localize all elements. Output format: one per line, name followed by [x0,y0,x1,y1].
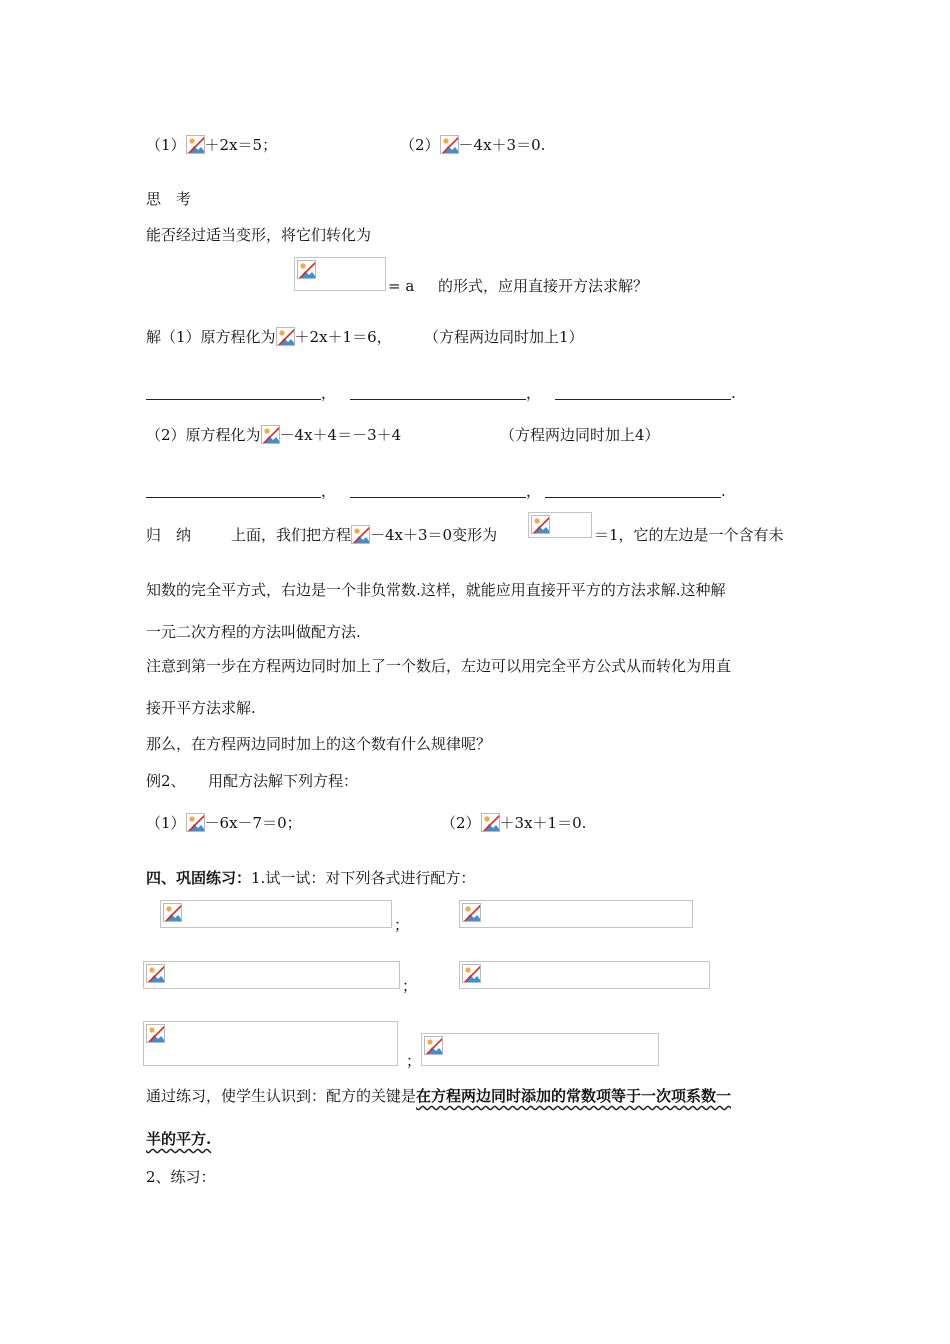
answer-blank[interactable] [350,483,526,498]
answer-blanks-1: ， ， . [146,382,736,404]
practice-conclusion-end [146,1128,211,1150]
separator: ； [406,1052,422,1070]
answer-blanks-2: ， ， . [146,480,726,502]
practice-conclusion: 通过练习，使学生认识到：配方的关键是在方程两边同时添加的常数项等于一次项系数一 [146,1087,732,1105]
note-line-1: 注意到第一步在方程两边同时加上了一个数后，左边可以用完全平方公式从而转化为用直 [146,657,732,675]
broken-image-icon [424,1036,443,1055]
form-equals-a: = a [388,277,415,295]
equation-1: （1） ＋2x＝5； [146,136,278,154]
solution-note-1: （方程两边同时加上1） [424,328,584,346]
summary-label: 归 纳 [146,526,192,544]
broken-image-icon [186,135,205,154]
solution-line-1: 解（1）原方程化为 ＋2x＋1＝6， [146,328,392,346]
example-2-equation-1: （1） －6x－7＝0； [146,814,302,832]
broken-image-icon [297,260,316,279]
answer-blank[interactable] [350,385,526,400]
practice-image-box [143,961,400,989]
equation-2: （2） －4x＋3＝0. [400,136,546,154]
broken-image-icon [462,964,481,983]
practice-image-box [459,900,693,928]
formula-image-box [528,512,592,538]
answer-blank[interactable] [555,385,731,400]
note-line-2: 接开平方法求解. [146,699,256,717]
summary-text: 上面，我们把方程 －4x＋3＝0变形为 [231,526,498,544]
summary-question: 那么，在方程两边同时加上的这个数有什么规律呢？ [146,735,492,753]
separator: ； [402,977,418,995]
broken-image-icon [146,964,165,983]
example-2-equation-2: （2） ＋3x＋1＝0. [441,814,587,832]
key-point: 半的平方. [146,1130,212,1148]
broken-image-icon [163,903,182,922]
broken-image-icon [186,813,205,832]
formula-image-box [294,257,386,291]
broken-image-icon [531,515,550,534]
broken-image-icon [146,1024,165,1043]
summary-text-end: ＝1，它的左边是一个含有未 [594,526,784,544]
broken-image-icon [440,135,459,154]
broken-image-icon [276,327,295,346]
practice-image-box [421,1033,659,1066]
practice-image-box [143,1021,398,1066]
summary-line-2: 知数的完全平方式，右边是一个非负常数.这样，就能应用直接开平方的方法求解.这种解 [146,581,726,599]
answer-blank[interactable] [146,385,321,400]
broken-image-icon [462,903,481,922]
solution-note-2: （方程两边同时加上4） [500,426,660,444]
key-point: 在方程两边同时添加的常数项等于一次项系数一 [416,1087,732,1105]
summary-line-3: 一元二次方程的方法叫做配方法. [146,623,361,641]
answer-blank[interactable] [545,483,721,498]
solution-line-2: （2）原方程化为 －4x＋4＝－3＋4 [146,426,402,444]
think-question-end: 的形式，应用直接开方法求解？ [438,277,649,295]
practice-heading: 四、巩固练习：1.试一试：对下列各式进行配方： [146,869,476,887]
broken-image-icon [261,425,280,444]
exercise-2-heading: 2、练习： [146,1168,216,1186]
practice-image-box [459,961,710,989]
broken-image-icon [351,525,370,544]
example-2-title: 例2、 用配方法解下列方程： [146,772,359,790]
separator: ； [394,916,410,934]
think-question: 能否经过适当变形，将它们转化为 [146,226,372,244]
broken-image-icon [481,813,500,832]
answer-blank[interactable] [146,483,321,498]
practice-image-box [160,900,392,928]
think-heading: 思 考 [146,190,192,208]
